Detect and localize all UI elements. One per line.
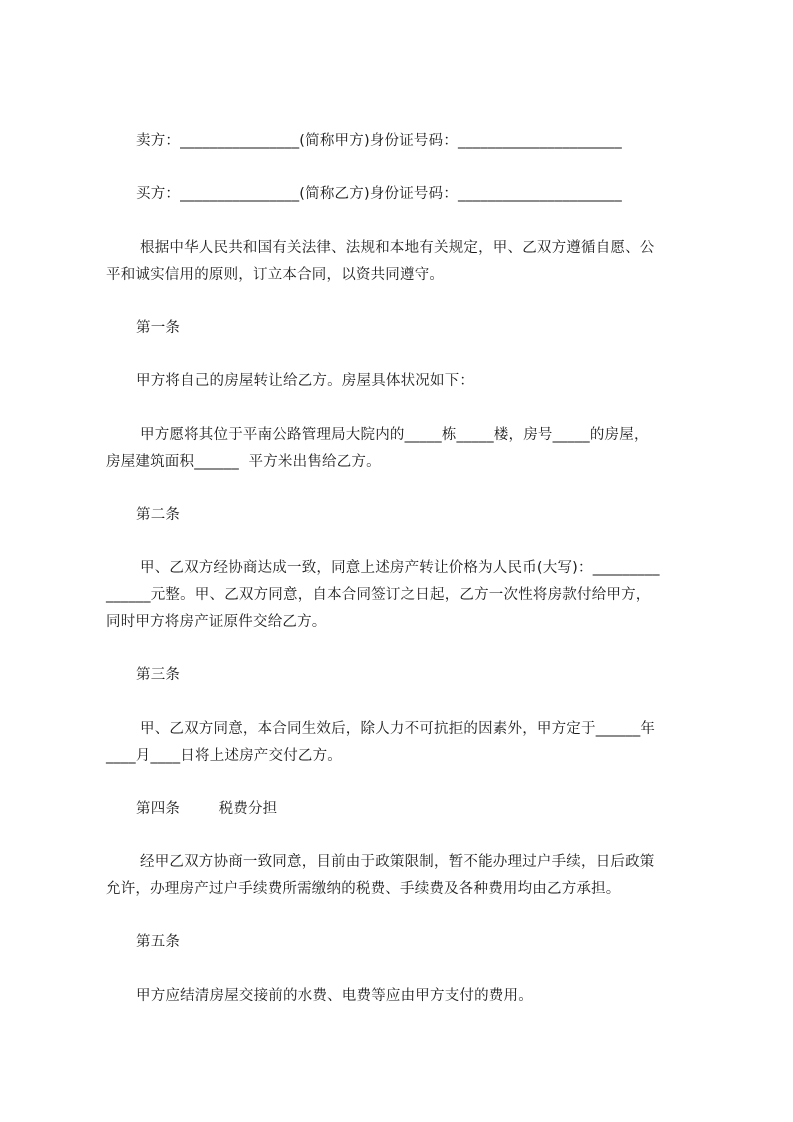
article-3-line-1: 甲、乙双方同意，本合同生效后，除人力不可抗拒的因素外，甲方定于______年	[140, 721, 656, 737]
article-1-line-2: 甲方愿将其位于平南公路管理局大院内的_____栋_____楼，房号_____的房屋，	[140, 427, 649, 443]
article-1-heading: 第一条	[136, 320, 181, 336]
article-2-line-2: ______元整。甲、乙双方同意，自本合同签订之日起，乙方一次性将房款付给甲方，	[106, 587, 651, 603]
article-5-heading: 第五条	[136, 934, 181, 950]
preamble-line-1: 根据中华人民共和国有关法律、法规和本地有关规定，甲、乙双方遵循自愿、公	[140, 240, 655, 256]
article-4-heading: 第四条 税费分担	[136, 801, 278, 817]
article-1-line-1: 甲方将自己的房屋转让给乙方。房屋具体状况如下：	[136, 373, 475, 389]
article-4-line-2: 允许，办理房产过户手续费所需缴纳的税费、手续费及各种费用均由乙方承担。	[106, 881, 621, 897]
preamble-line-2: 平和诚实信用的原则，订立本合同，以资共同遵守。	[106, 267, 445, 283]
article-2-line-1: 甲、乙双方经协商达成一致，同意上述房产转让价格为人民币(大写)：_________	[140, 560, 660, 576]
article-4-line-1: 经甲乙双方协商一致同意，目前由于政策限制，暂不能办理过户手续，日后政策	[140, 854, 655, 870]
article-2-line-3: 同时甲方将房产证原件交给乙方。	[106, 614, 327, 630]
article-3-line-2: ____月____日将上述房产交付乙方。	[106, 748, 342, 764]
buyer-line: 买方：________________(简称乙方)身份证号码：______________________	[136, 186, 622, 202]
article-1-line-3: 房屋建筑面积______ 平方米出售给乙方。	[106, 454, 381, 470]
article-5-line-1: 甲方应结清房屋交接前的水费、电费等应由甲方支付的费用。	[136, 988, 533, 1004]
seller-line: 卖方：________________(简称甲方)身份证号码：______________________	[136, 133, 622, 149]
article-3-heading: 第三条	[136, 667, 181, 683]
article-2-heading: 第二条	[136, 507, 181, 523]
